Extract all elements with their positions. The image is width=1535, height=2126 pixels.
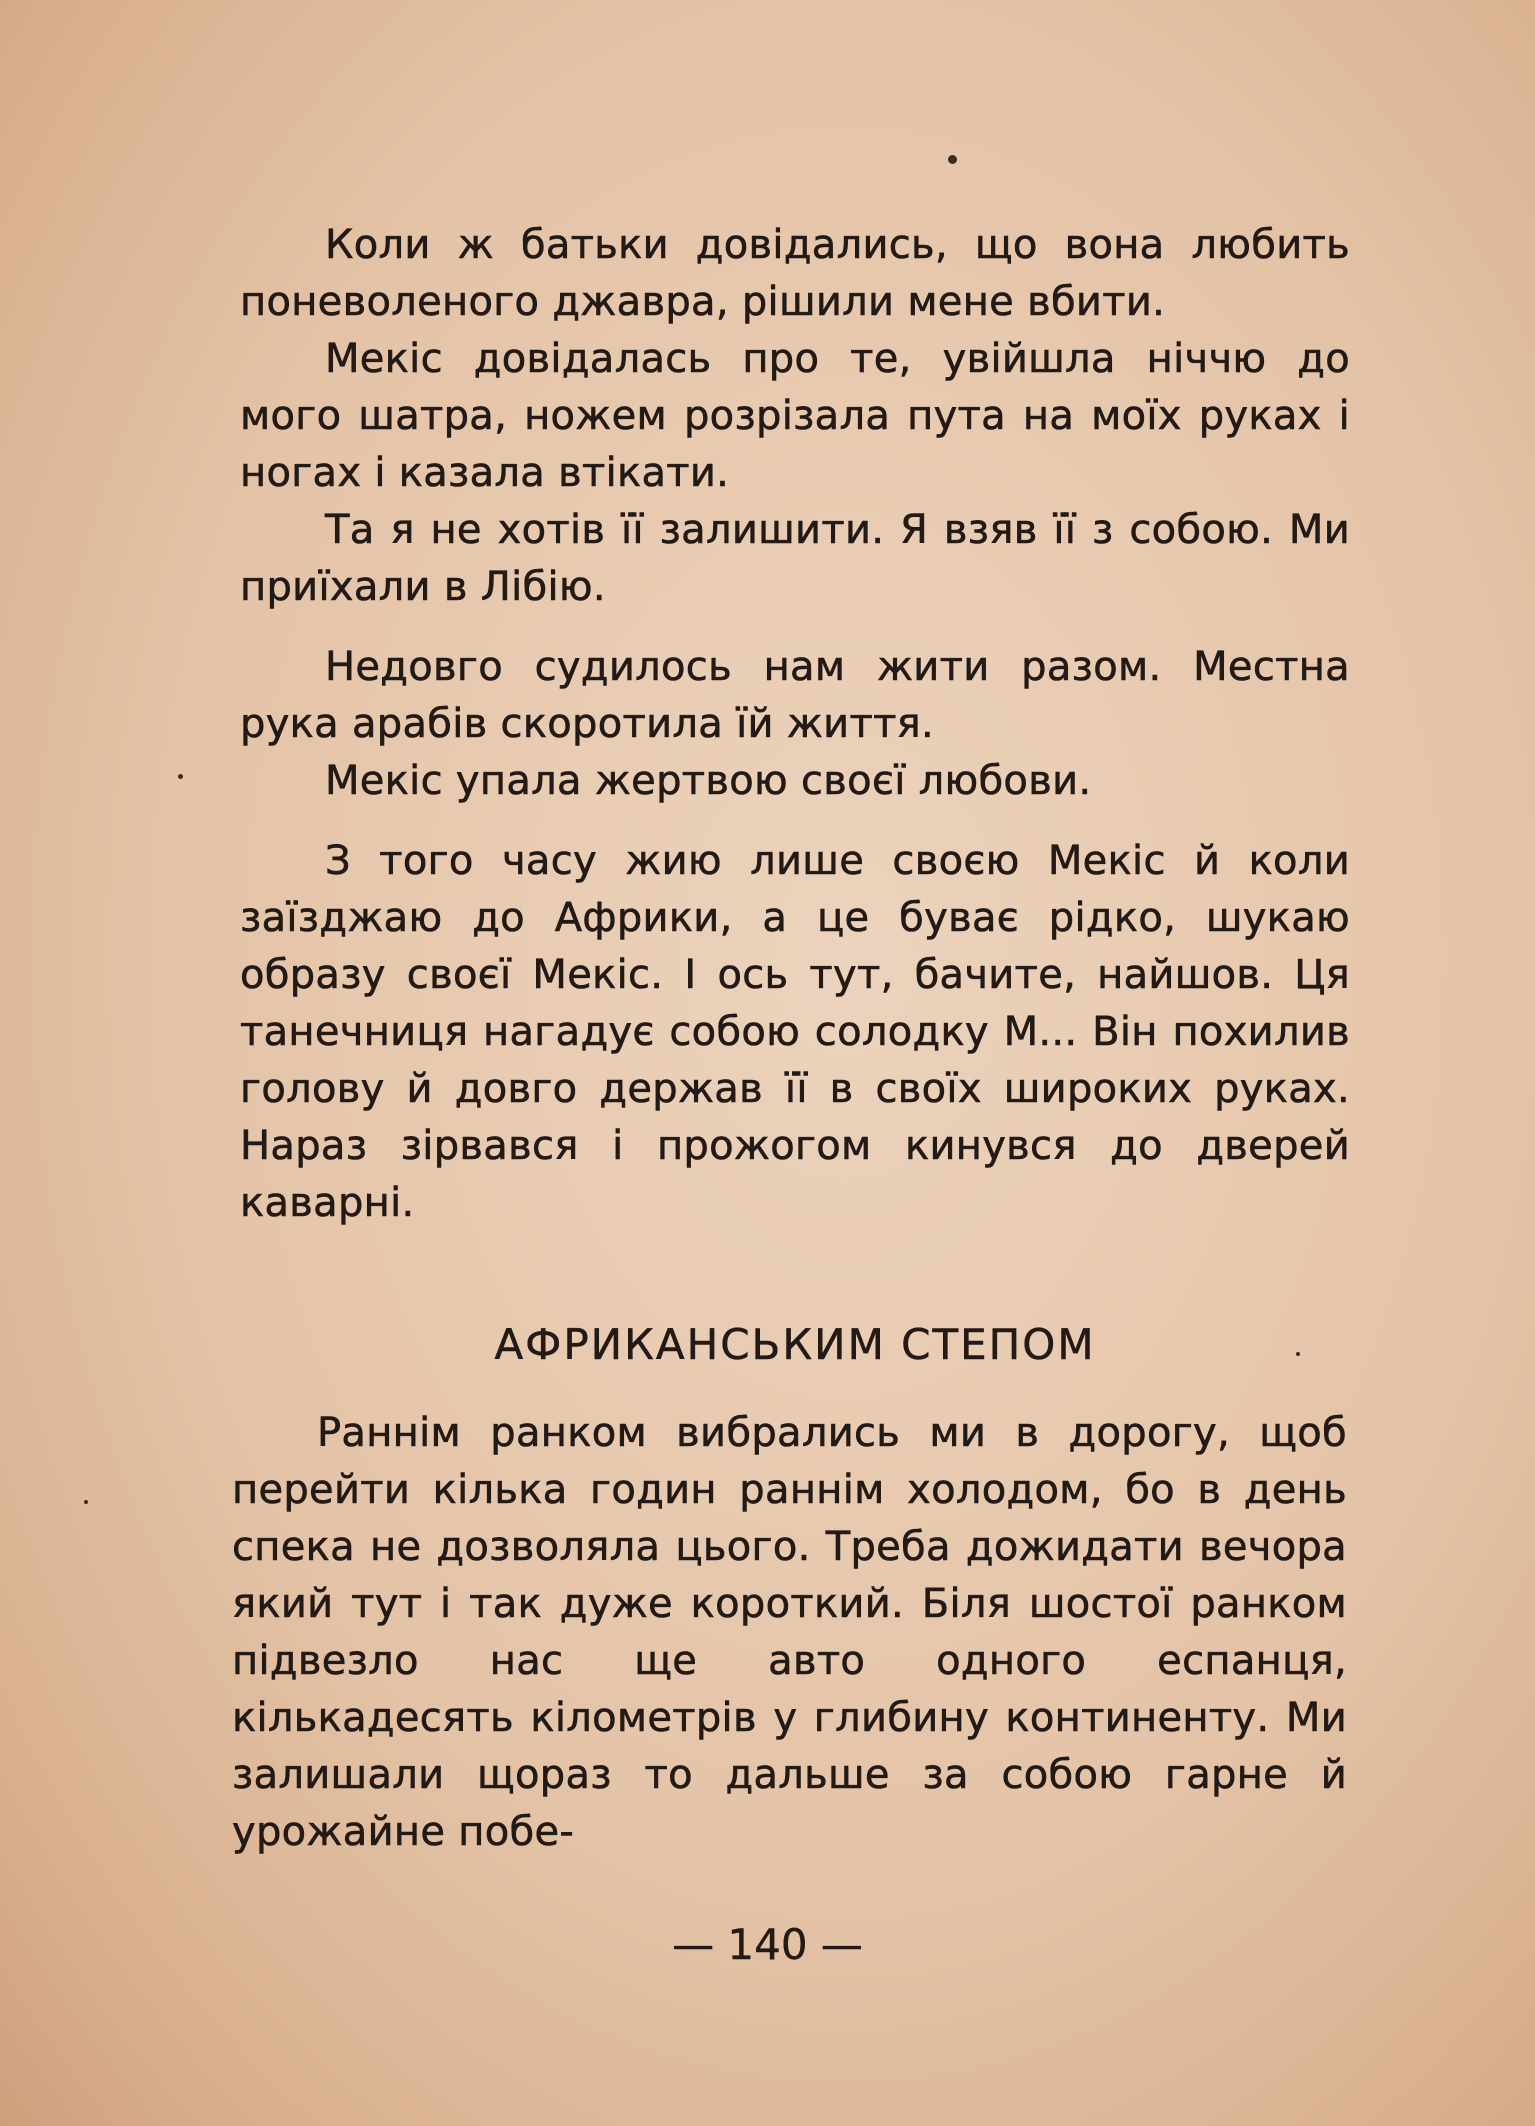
- ink-speck: [178, 774, 183, 779]
- text-block-lower: [232, 1405, 1347, 1861]
- ink-speck: [948, 155, 957, 164]
- text-block-upper: [240, 217, 1350, 1232]
- paragraph: Мекіс довідалась про те, увійшла ніччю до мого шатра, ножем розрізала пута на моїх руках і ногах і казала втікати.: [240, 336, 1350, 496]
- paragraph: З того часу жию лише своєю Мекіс й коли заїзджаю до Африки, а це буває рідко, шукаю образу своєї Мекіс. І ось тут, бачите, найшов. Ця танечниця нагадує собою солодку М... Він похилив голову й довго держав її в своїх широких руках. Нараз зірвався і прожогом кинувся до дверей каварні.: [240, 838, 1350, 1226]
- paragraph: Недовго судилось нам жити разом. Местна рука арабів скоротила їй життя.: [240, 644, 1350, 747]
- ink-speck: [84, 1500, 88, 1504]
- page-number: — 140 —: [672, 1920, 863, 1969]
- paragraph: Раннім ранком вибрались ми в дорогу, щоб перейти кілька годин раннім холодом, бо в день спека не дозволяла цього. Треба дожидати вечора який тут і так дуже короткий. Біля шостої ранком підвезло нас ще авто одного еспанця, кількадесять кілометрів у глибину континенту. Ми залишали щораз то дальше за собою гарне й урожайне побе-: [232, 1410, 1347, 1855]
- paragraph: Та я не хотів її залишити. Я взяв її з собою. Ми приїхали в Лібію.: [240, 507, 1350, 610]
- paragraph: Коли ж батьки довідались, що вона любить поневоленого джавра, рішили мене вбити.: [240, 222, 1350, 325]
- section-heading: АФРИКАНСЬКИМ СТЕПОМ: [494, 1320, 1096, 1369]
- paragraph: Мекіс упала жертвою своєї любови.: [325, 758, 1092, 804]
